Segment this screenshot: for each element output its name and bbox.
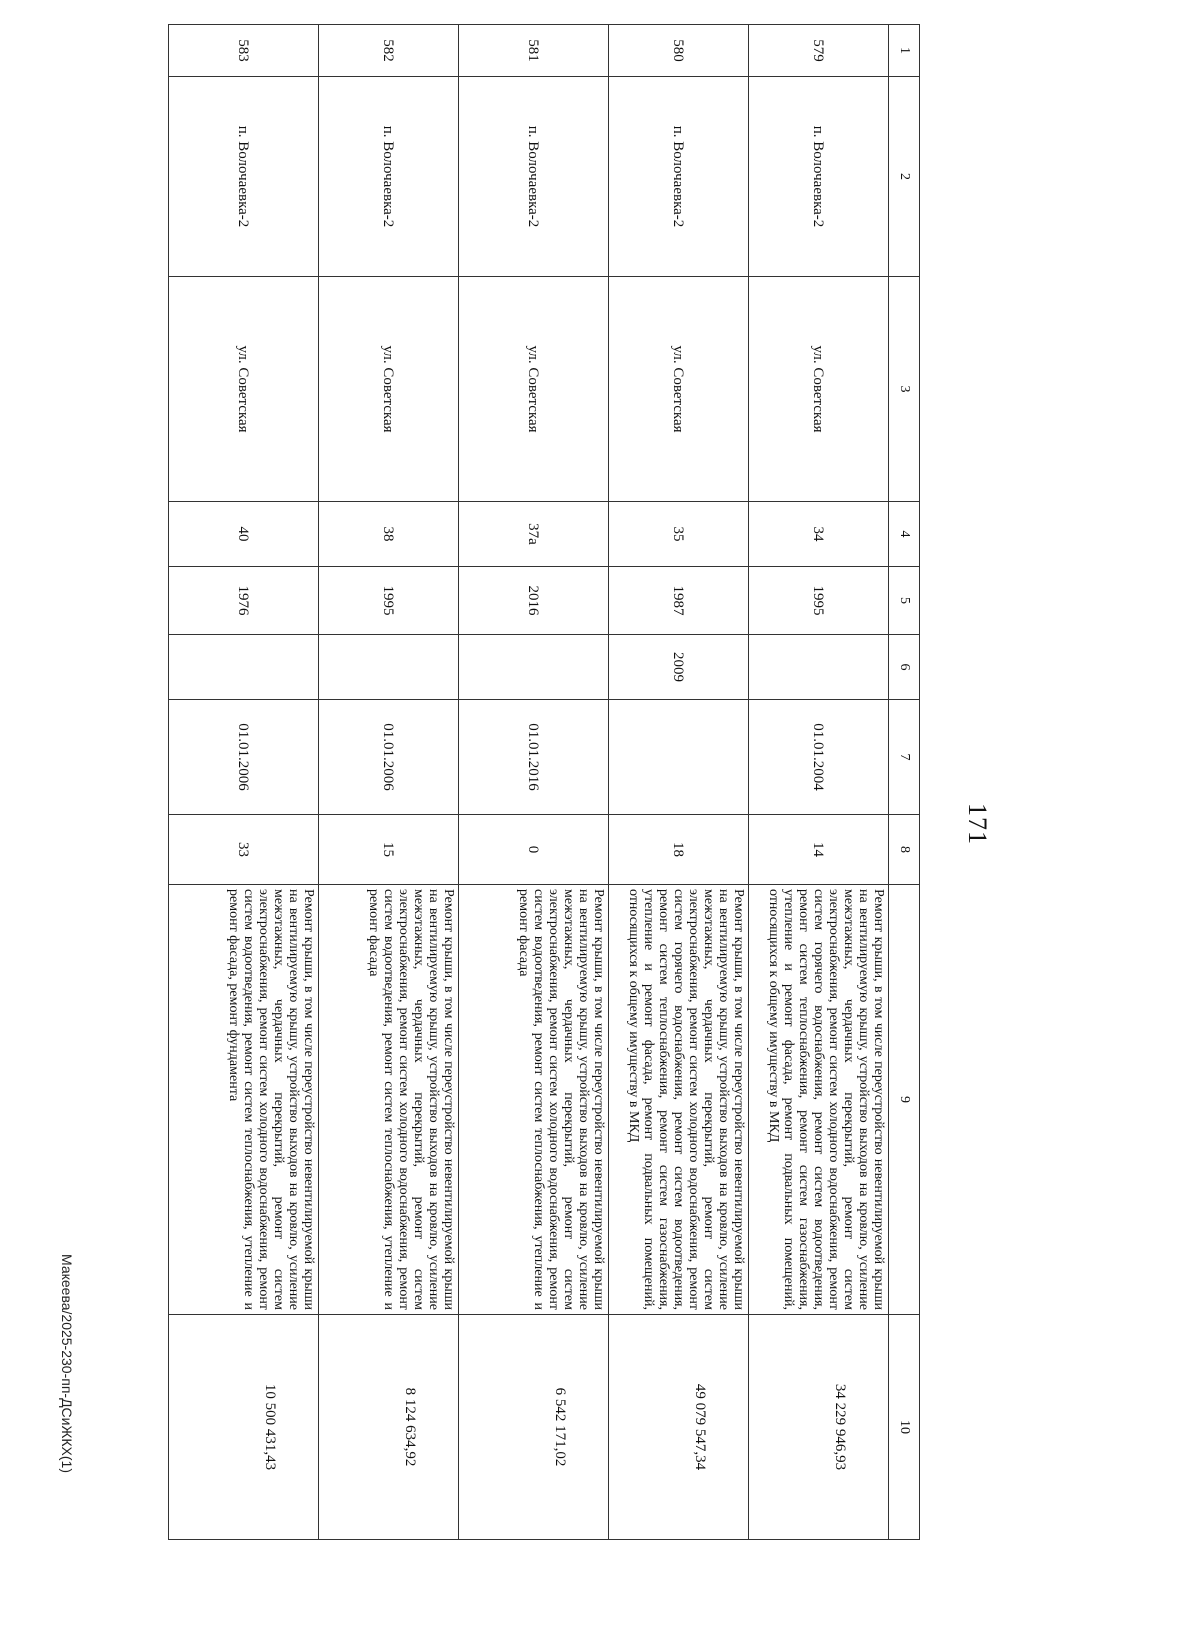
settlement: п. Волочаевка-2 <box>319 77 459 277</box>
year-overhaul <box>749 635 889 700</box>
works-description: Ремонт крыши, в том числе переустройство невентилируемой крыши на вентилируемую крышу, устройство выходов на кровлю, усиление межэтажных, чердачных перекрытий, ремонт систем электроснабжения, ремонт систем холодного водоснабжения, ремонт систем водоотведения, ремонт систем теплоснабжения, утепление и ремонт фасада <box>319 885 459 1315</box>
house-number: 40 <box>169 502 319 567</box>
row-number: 583 <box>169 25 319 77</box>
cost: 34 229 946,93 <box>749 1315 889 1540</box>
wear-percent: 15 <box>319 815 459 885</box>
table-row <box>169 25 319 1540</box>
rotated-document-page <box>30 24 1030 1624</box>
table-row <box>609 25 749 1540</box>
cost: 10 500 431,43 <box>169 1315 319 1540</box>
year-overhaul <box>169 635 319 700</box>
date: 01.01.2006 <box>169 700 319 815</box>
house-number: 37а <box>459 502 609 567</box>
date: 01.01.2016 <box>459 700 609 815</box>
column-number: 7 <box>889 700 920 815</box>
column-number: 4 <box>889 502 920 567</box>
settlement: п. Волочаевка-2 <box>749 77 889 277</box>
cost: 8 124 634,92 <box>319 1315 459 1540</box>
year-built: 1995 <box>319 567 459 635</box>
column-number: 5 <box>889 567 920 635</box>
date: 01.01.2006 <box>319 700 459 815</box>
street: ул. Советская <box>169 277 319 502</box>
date: 01.01.2004 <box>749 700 889 815</box>
year-built: 1987 <box>609 567 749 635</box>
table-row <box>319 25 459 1540</box>
document-reference: Макеева/2025-230-пп-ДСиЖКХ(1) <box>59 1254 75 1474</box>
works-description: Ремонт крыши, в том числе переустройство невентилируемой крыши на вентилируемую крышу, устройство выходов на кровлю, усиление межэтажных, чердачных перекрытий, ремонт систем электроснабжения, ремонт систем холодного водоснабжения, ремонт систем горячего водоснабжения, ремонт систем водоотведения, ремонт систем теплоснабжения, ремонт систем газоснабжения, утепление и ремонт фасада, ремонт подвальных помещений, относящихся к общему имуществу в МКД <box>749 885 889 1315</box>
works-description: Ремонт крыши, в том числе переустройство невентилируемой крыши на вентилируемую крышу, устройство выходов на кровлю, усиление межэтажных, чердачных перекрытий, ремонт систем электроснабжения, ремонт систем холодного водоснабжения, ремонт систем водоотведения, ремонт систем теплоснабжения, утепление и ремонт фасада, ремонт фундамента <box>169 885 319 1315</box>
house-number: 35 <box>609 502 749 567</box>
year-overhaul <box>319 635 459 700</box>
date <box>609 700 749 815</box>
column-number: 8 <box>889 815 920 885</box>
row-number: 579 <box>749 25 889 77</box>
column-number: 2 <box>889 77 920 277</box>
column-number: 6 <box>889 635 920 700</box>
column-number-row <box>889 25 920 1540</box>
works-description: Ремонт крыши, в том числе переустройство невентилируемой крыши на вентилируемую крышу, устройство выходов на кровлю, усиление межэтажных, чердачных перекрытий, ремонт систем электроснабжения, ремонт систем холодного водоснабжения, ремонт систем водоотведения, ремонт систем теплоснабжения, утепление и ремонт фасада <box>459 885 609 1315</box>
settlement: п. Волочаевка-2 <box>459 77 609 277</box>
year-built: 2016 <box>459 567 609 635</box>
settlement: п. Волочаевка-2 <box>609 77 749 277</box>
street: ул. Советская <box>749 277 889 502</box>
year-built: 1995 <box>749 567 889 635</box>
wear-percent: 33 <box>169 815 319 885</box>
table-row <box>749 25 889 1540</box>
wear-percent: 0 <box>459 815 609 885</box>
works-description: Ремонт крыши, в том числе переустройство невентилируемой крыши на вентилируемую крышу, устройство выходов на кровлю, усиление межэтажных, чердачных перекрытий, ремонт систем электроснабжения, ремонт систем холодного водоснабжения, ремонт систем горячего водоснабжения, ремонт систем водоотведения, ремонт систем теплоснабжения, ремонт систем газоснабжения, утепление и ремонт фасада, ремонт подвальных помещений, относящихся к общему имуществу в МКД <box>609 885 749 1315</box>
year-overhaul <box>459 635 609 700</box>
column-number: 3 <box>889 277 920 502</box>
house-number: 34 <box>749 502 889 567</box>
column-number: 10 <box>889 1315 920 1540</box>
cost: 6 542 171,02 <box>459 1315 609 1540</box>
capital-repair-table <box>168 24 920 1540</box>
page-number: 171 <box>963 803 992 845</box>
wear-percent: 18 <box>609 815 749 885</box>
year-overhaul: 2009 <box>609 635 749 700</box>
column-number: 1 <box>889 25 920 77</box>
settlement: п. Волочаевка-2 <box>169 77 319 277</box>
street: ул. Советская <box>459 277 609 502</box>
row-number: 582 <box>319 25 459 77</box>
street: ул. Советская <box>609 277 749 502</box>
table-row <box>459 25 609 1540</box>
row-number: 581 <box>459 25 609 77</box>
cost: 49 079 547,34 <box>609 1315 749 1540</box>
year-built: 1976 <box>169 567 319 635</box>
wear-percent: 14 <box>749 815 889 885</box>
house-number: 38 <box>319 502 459 567</box>
street: ул. Советская <box>319 277 459 502</box>
column-number: 9 <box>889 885 920 1315</box>
row-number: 580 <box>609 25 749 77</box>
